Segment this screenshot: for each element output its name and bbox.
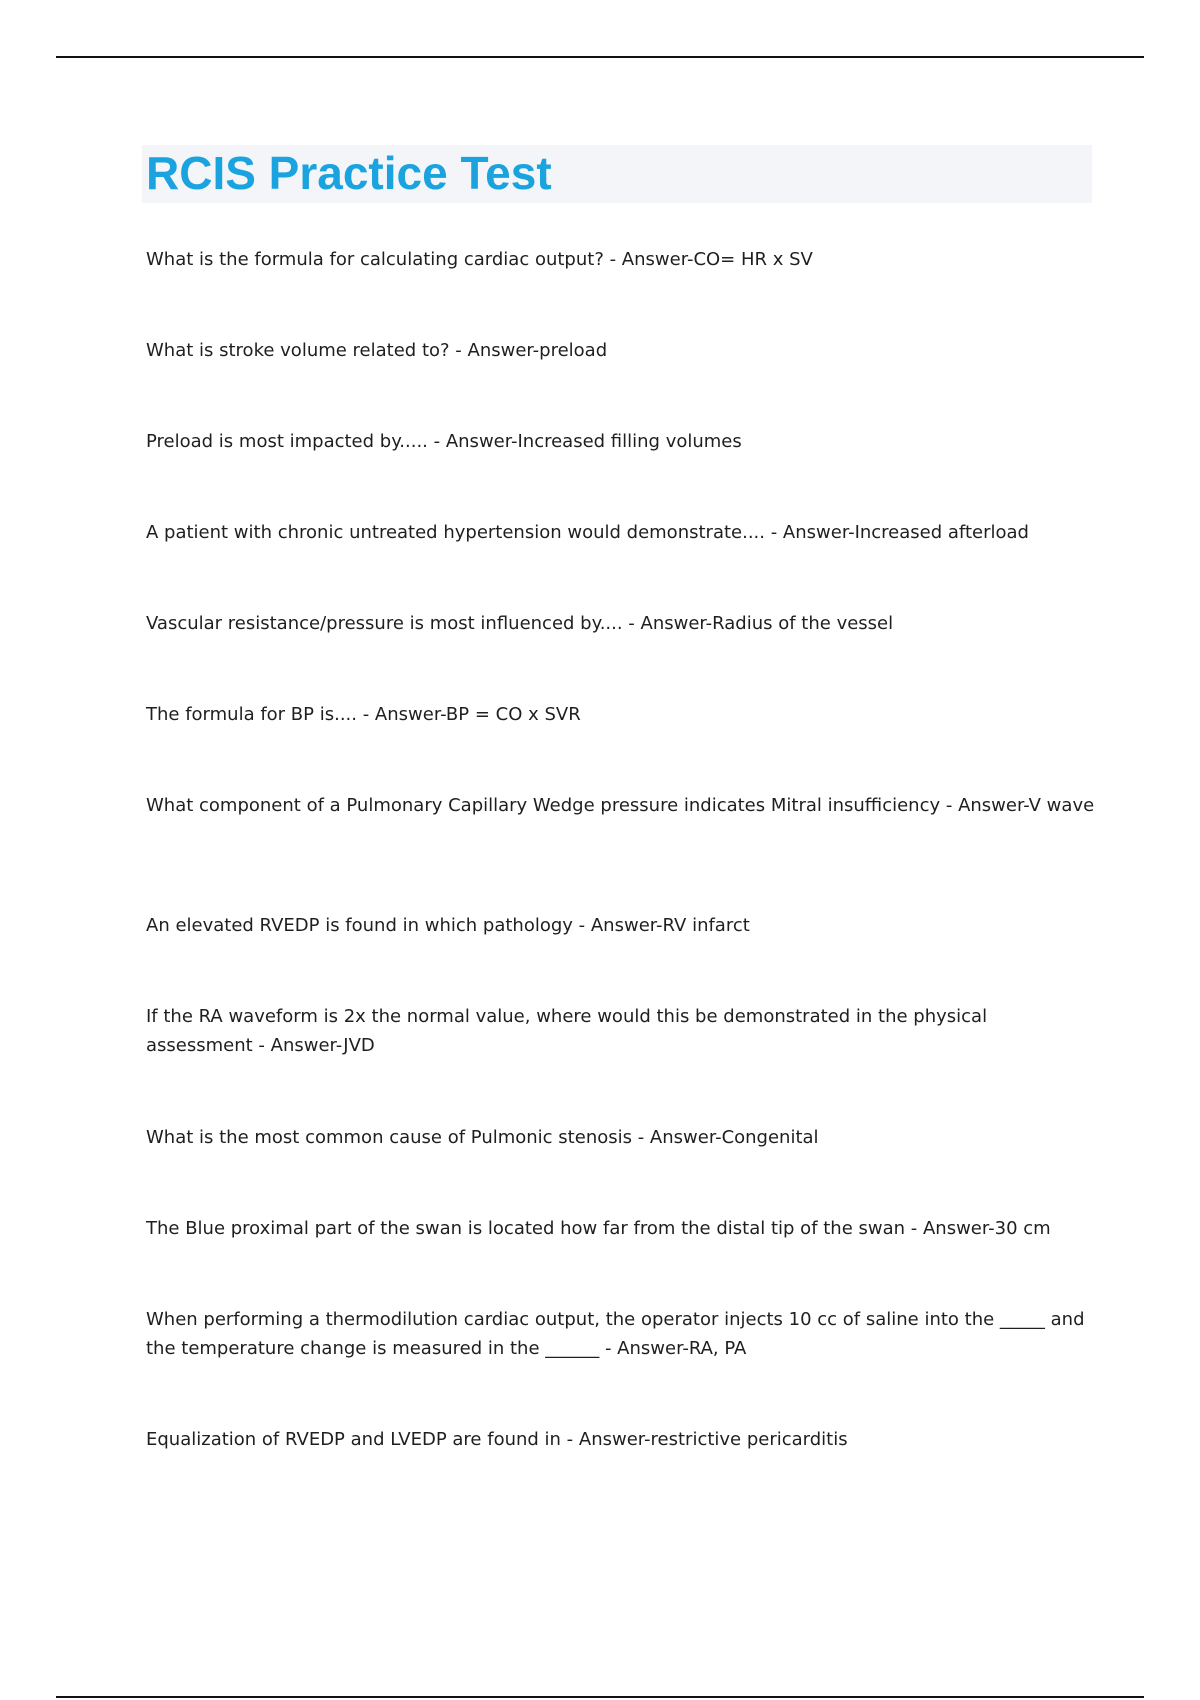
- qa-item-6: The formula for BP is.... - Answer-BP = CO x SVR: [146, 704, 581, 725]
- page-title: RCIS Practice Test: [146, 147, 552, 199]
- qa-item-5: Vascular resistance/pressure is most influenced by.... - Answer-Radius of the vessel: [146, 613, 894, 634]
- qa-item-3: Preload is most impacted by..... - Answer-Increased filling volumes: [146, 431, 742, 452]
- qa-item-7: What component of a Pulmonary Capillary Wedge pressure indicates Mitral insufficiency - Answer-V wave: [146, 795, 1095, 816]
- qa-item-12: When performing a thermodilution cardiac output, the operator injects 10 cc of saline into the _____ and the temperature change is measured in the ______ - Answer-RA, PA: [146, 1309, 1085, 1359]
- qa-item-8: An elevated RVEDP is found in which pathology - Answer-RV infarct: [146, 915, 750, 936]
- qa-item-13: Equalization of RVEDP and LVEDP are found in - Answer-restrictive pericarditis: [146, 1429, 848, 1450]
- qa-item-1: What is the formula for calculating cardiac output? - Answer-CO= HR x SV: [146, 249, 813, 270]
- qa-item-11: The Blue proximal part of the swan is located how far from the distal tip of the swan - Answer-30 cm: [146, 1218, 1051, 1239]
- qa-item-9: If the RA waveform is 2x the normal value, where would this be demonstrated in the physical assessment - Answer-JVD: [146, 1006, 988, 1056]
- qa-item-2: What is stroke volume related to? - Answer-preload: [146, 340, 608, 361]
- header-rule: [56, 56, 1144, 58]
- qa-item-10: What is the most common cause of Pulmonic stenosis - Answer-Congenital: [146, 1127, 819, 1148]
- qa-item-4: A patient with chronic untreated hypertension would demonstrate.... - Answer-Increased afterload: [146, 522, 1029, 543]
- footer-rule: [56, 1696, 1144, 1698]
